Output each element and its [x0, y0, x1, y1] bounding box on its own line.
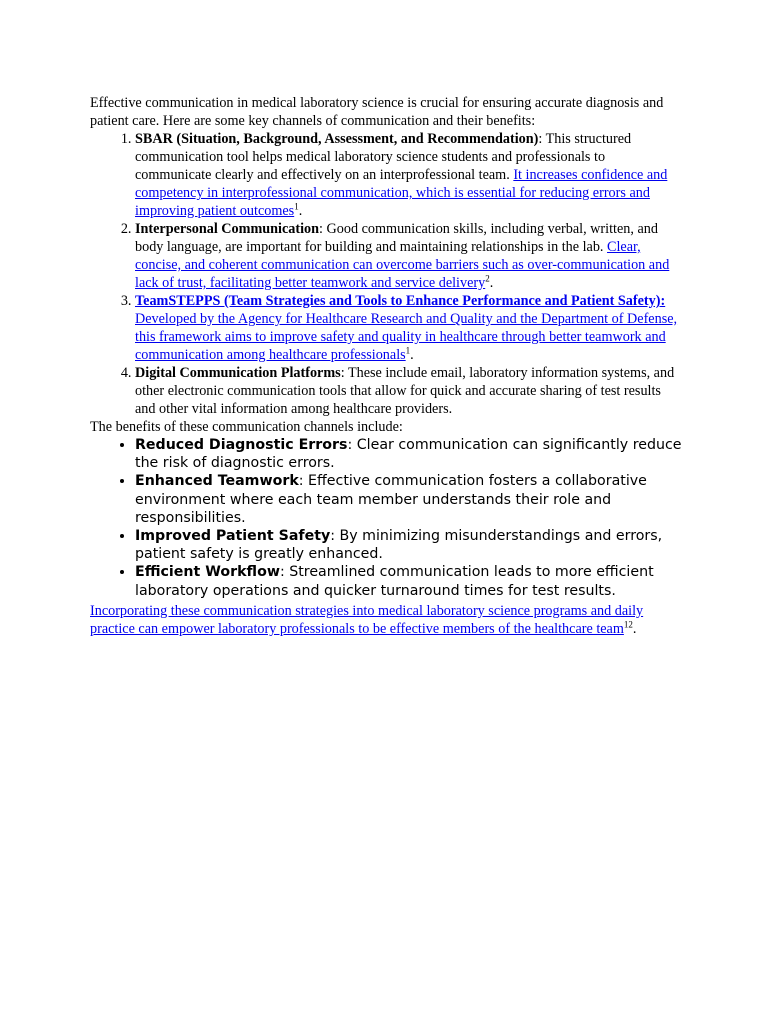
citation-ref[interactable]: 1 [405, 345, 411, 356]
benefit-text: : By minimizing misunderstandings and errors, patient safety is greatly enhanced. [135, 528, 663, 563]
benefits-list [90, 436, 682, 600]
benefit-title: Reduced Diagnostic Errors [135, 437, 348, 453]
benefit-item [135, 527, 682, 563]
channel-item-interpersonal: 2. Interpersonal Communication: Good communication skills, including verbal, written, and body language, are important for building and maintaining relationships in the lab. Clear, concise, and coherent communication can overcome barriers such as over-communication and lack of trust, facilitating better teamwork and service delivery$^2$. [135, 220, 682, 292]
citation-link[interactable]: It increases confidence and competency in interprofessional communication, which is essential for reducing errors and improving patient outcomes [135, 167, 668, 219]
channel-item-teamstepps: 3. TeamSTEPPS (Team Strategies and Tools to Enhance Performance and Patient Safety): Developed by the Agency for Healthcare Research and Quality and the Department of Defense, this framework aims to improve safety and quality in healthcare through better teamwork and communication among healthcare professionals$^1$. [135, 292, 682, 364]
citation-ref[interactable]: 2 [485, 273, 490, 284]
benefits-intro: The benefits of these communication channels include: [90, 419, 403, 435]
channel-item-sbar: 1. SBAR (Situation, Background, Assessment, and Recommendation): This structured communication tool helps medical laboratory science students and professionals to communicate clearly and effectively on an interprofessional team. It increases confidence and competency in interprofessional communication, which is essential for reducing errors and improving patient outcomes$^1$. [135, 130, 682, 220]
citation-link[interactable]: Clear, concise, and coherent communication can overcome barriers such as over-communication and lack of trust, facilitating better teamwork and service delivery [135, 239, 670, 291]
channel-text: This structured communication tool helps medical laboratory science students and professionals to communicate clearly and effectively on an interprofessional team. [135, 131, 632, 183]
channels-list [90, 130, 682, 418]
benefit-item [135, 563, 682, 599]
citation-link[interactable]: Incorporating these communication strategies into medical laboratory science programs and daily practice can empower laboratory professionals to be effective members of the healthcare team [90, 602, 644, 637]
conclusion-paragraph: Incorporating these communication strategies into medical laboratory science programs and daily practice can empower laboratory professionals to be effective members of the healthcare team$^{12}$. [90, 602, 644, 637]
citation-ref[interactable]: 12 [623, 619, 633, 630]
benefit-item [135, 436, 682, 472]
channel-text: These include email, laboratory information systems, and other electronic communication tools that allow for quick and accurate sharing of test results and other vital information among healthcare providers. [135, 365, 675, 417]
benefit-text: : Effective communication fosters a collaborative environment where each team member understands their role and responsibilities. [135, 473, 647, 526]
benefit-title: Efficient Workflow [135, 564, 280, 581]
benefit-text: : Streamlined communication leads to more efficient laboratory operations and quicker turnaround times for test results. [135, 564, 654, 599]
citation-link[interactable]: TeamSTEPPS (Team Strategies and Tools to Enhance Performance and Patient Safety): Developed by the Agency for Healthcare Research and Quality and the Department of Defense, this framework aims to improve safety and quality in healthcare through better teamwork and communication among healthcare professionals [135, 293, 678, 363]
channel-title: Interpersonal Communication [135, 221, 320, 237]
channel-title: TeamSTEPPS (Team Strategies and Tools to Enhance Performance and Patient Safety) [135, 293, 661, 309]
channel-title: Digital Communication Platforms [135, 365, 341, 381]
benefit-title: Improved Patient Safety [135, 528, 331, 545]
document-body [90, 94, 682, 638]
channel-title: SBAR (Situation, Background, Assessment, and Recommendation) [135, 131, 539, 147]
channel-text: Good communication skills, including verbal, written, and body language, are important for building and maintaining relationships in the lab. [135, 221, 658, 255]
channel-text: Developed by the Agency for Healthcare Research and Quality and the Department of Defense, this framework aims to improve safety and quality in healthcare through better teamwork and communication among healthcare professionals [135, 311, 678, 363]
intro-paragraph: Effective communication in medical laboratory science is crucial for ensuring accurate diagnosis and patient care. Here are some key channels of communication and their benefits: [90, 95, 664, 129]
benefit-text: : Clear communication can significantly reduce the risk of diagnostic errors. [135, 437, 682, 472]
benefit-item [135, 472, 682, 527]
channel-item-digital: 4. Digital Communication Platforms: These include email, laboratory information systems, and other electronic communication tools that allow for quick and accurate sharing of test results and other vital information among healthcare providers. [135, 364, 682, 418]
citation-ref[interactable]: 1 [294, 201, 299, 212]
benefit-title: Enhanced Teamwork [135, 473, 299, 490]
